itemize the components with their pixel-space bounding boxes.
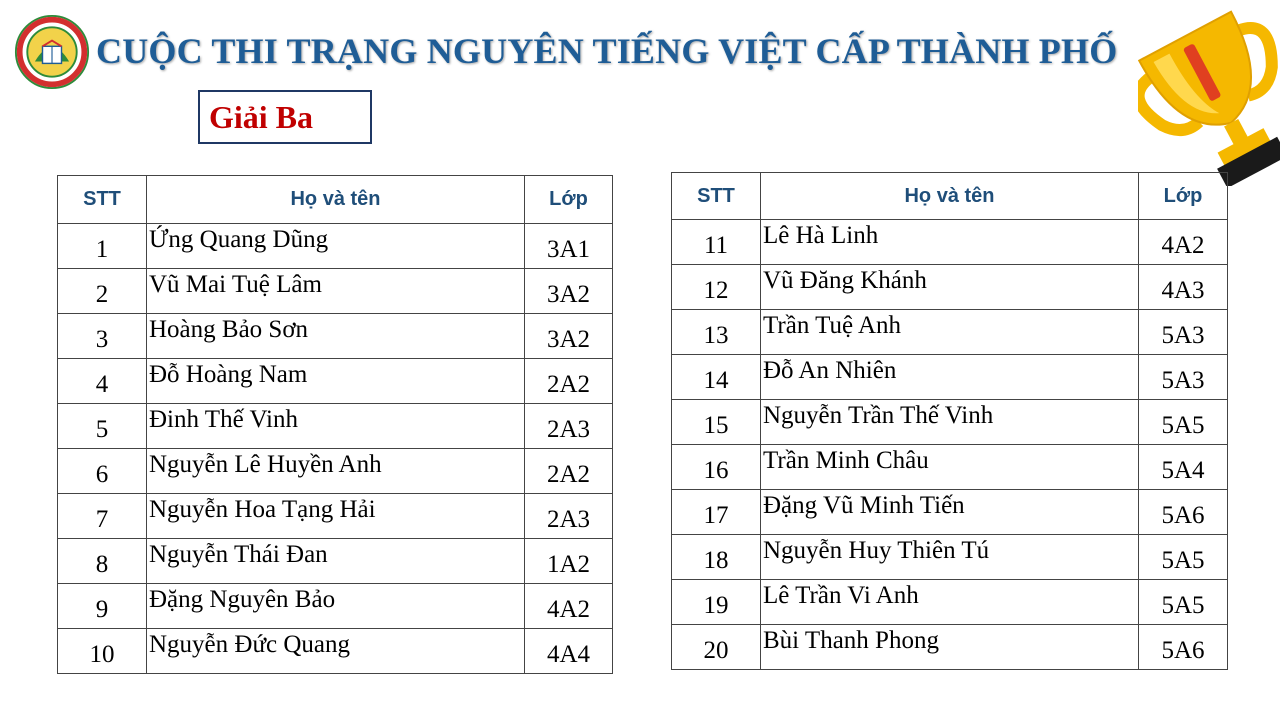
student-name: Lê Trần Vi Anh (761, 580, 1139, 625)
class-name: 3A1 (525, 224, 613, 269)
class-name: 2A2 (525, 359, 613, 404)
row-number: 13 (672, 310, 761, 355)
row-number: 19 (672, 580, 761, 625)
class-name: 5A6 (1139, 625, 1228, 670)
table-row (672, 625, 1228, 670)
roster-table-left (57, 175, 613, 674)
class-name: 5A5 (1139, 580, 1228, 625)
table-row (672, 220, 1228, 265)
page-title: CUỘC THI TRẠNG NGUYÊN TIẾNG VIỆT CẤP THÀNH PHỐ (96, 31, 1118, 71)
table-header-row (672, 173, 1228, 220)
class-name: 5A3 (1139, 310, 1228, 355)
row-number: 5 (58, 404, 147, 449)
row-number: 9 (58, 584, 147, 629)
table-row (672, 400, 1228, 445)
table-row (672, 310, 1228, 355)
student-name: Nguyễn Hoa Tạng Hải (147, 494, 525, 539)
student-name: Ứng Quang Dũng (147, 224, 525, 269)
class-name: 2A3 (525, 494, 613, 539)
table-row (58, 539, 613, 584)
trophy-icon (1138, 8, 1280, 186)
class-name: 5A5 (1139, 400, 1228, 445)
student-name: Trần Tuệ Anh (761, 310, 1139, 355)
row-number: 20 (672, 625, 761, 670)
class-name: 3A2 (525, 314, 613, 359)
student-name: Nguyễn Trần Thế Vinh (761, 400, 1139, 445)
student-name: Đinh Thế Vinh (147, 404, 525, 449)
table-row (58, 584, 613, 629)
class-name: 5A5 (1139, 535, 1228, 580)
award-title: Giải Ba (198, 90, 372, 144)
table-row (58, 224, 613, 269)
student-name: Lê Hà Linh (761, 220, 1139, 265)
student-name: Đặng Nguyên Bảo (147, 584, 525, 629)
student-name: Nguyễn Huy Thiên Tú (761, 535, 1139, 580)
table-row (58, 269, 613, 314)
student-name: Vũ Mai Tuệ Lâm (147, 269, 525, 314)
table-row (58, 314, 613, 359)
row-number: 7 (58, 494, 147, 539)
student-name: Nguyễn Lê Huyền Anh (147, 449, 525, 494)
class-name: 5A3 (1139, 355, 1228, 400)
student-name: Đỗ An Nhiên (761, 355, 1139, 400)
class-name: 4A4 (525, 629, 613, 674)
table-row (58, 449, 613, 494)
table-row (58, 404, 613, 449)
student-name: Đặng Vũ Minh Tiến (761, 490, 1139, 535)
school-logo-icon (14, 14, 90, 90)
student-name: Nguyễn Thái Đan (147, 539, 525, 584)
column-header-stt: STT (672, 173, 761, 220)
column-header-name: Họ và tên (147, 176, 525, 224)
class-name: 5A6 (1139, 490, 1228, 535)
class-name: 4A2 (1139, 220, 1228, 265)
row-number: 11 (672, 220, 761, 265)
table-row (672, 580, 1228, 625)
row-number: 8 (58, 539, 147, 584)
table-row (672, 355, 1228, 400)
table-row (58, 629, 613, 674)
table-row (58, 494, 613, 539)
row-number: 2 (58, 269, 147, 314)
student-name: Bùi Thanh Phong (761, 625, 1139, 670)
row-number: 1 (58, 224, 147, 269)
table-row (672, 265, 1228, 310)
row-number: 6 (58, 449, 147, 494)
row-number: 14 (672, 355, 761, 400)
column-header-class: Lớp (1139, 173, 1228, 220)
student-name: Hoàng Bảo Sơn (147, 314, 525, 359)
class-name: 4A3 (1139, 265, 1228, 310)
row-number: 16 (672, 445, 761, 490)
class-name: 4A2 (525, 584, 613, 629)
row-number: 15 (672, 400, 761, 445)
class-name: 2A2 (525, 449, 613, 494)
student-name: Trần Minh Châu (761, 445, 1139, 490)
row-number: 10 (58, 629, 147, 674)
row-number: 3 (58, 314, 147, 359)
class-name: 2A3 (525, 404, 613, 449)
class-name: 1A2 (525, 539, 613, 584)
row-number: 17 (672, 490, 761, 535)
roster-table-right (671, 172, 1228, 670)
class-name: 5A4 (1139, 445, 1228, 490)
row-number: 18 (672, 535, 761, 580)
table-row (672, 535, 1228, 580)
table-row (58, 359, 613, 404)
student-name: Vũ Đăng Khánh (761, 265, 1139, 310)
class-name: 3A2 (525, 269, 613, 314)
column-header-name: Họ và tên (761, 173, 1139, 220)
table-header-row (58, 176, 613, 224)
table-row (672, 445, 1228, 490)
row-number: 12 (672, 265, 761, 310)
column-header-stt: STT (58, 176, 147, 224)
student-name: Đỗ Hoàng Nam (147, 359, 525, 404)
column-header-class: Lớp (525, 176, 613, 224)
row-number: 4 (58, 359, 147, 404)
table-row (672, 490, 1228, 535)
student-name: Nguyễn Đức Quang (147, 629, 525, 674)
